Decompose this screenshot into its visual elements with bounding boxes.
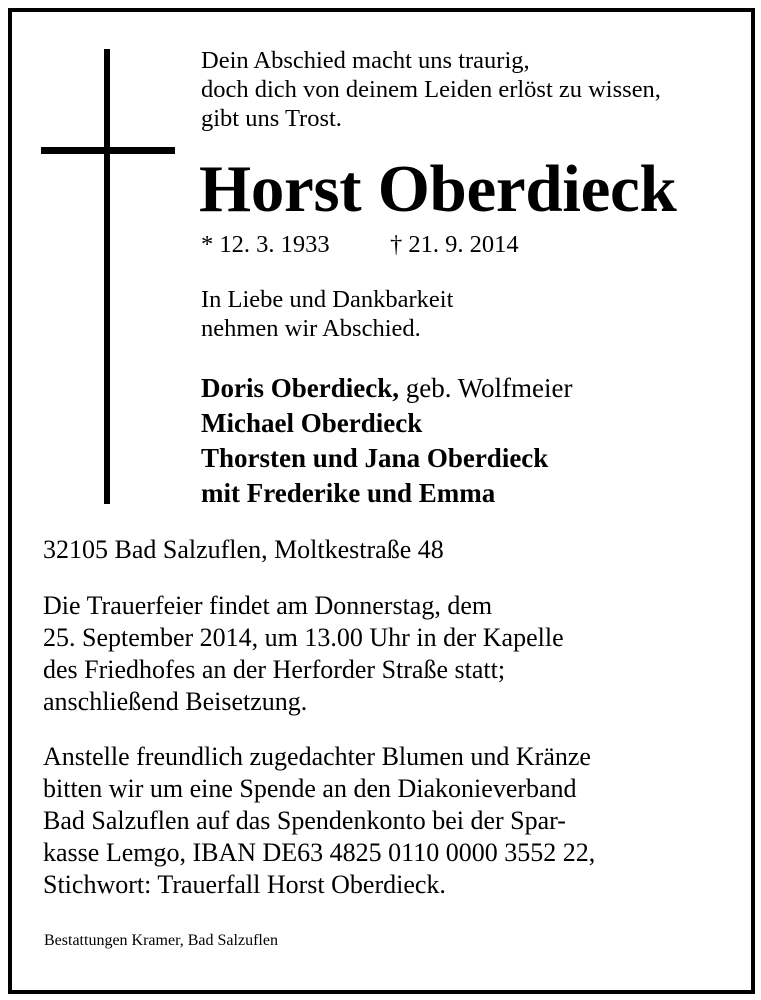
undertaker-credit: Bestattungen Kramer, Bad Salzuflen bbox=[44, 932, 278, 949]
verse bbox=[201, 46, 661, 133]
mourners-list bbox=[201, 371, 573, 511]
donation-info bbox=[43, 741, 595, 901]
mourner-line: Thorsten und Jana Oberdieck bbox=[201, 443, 549, 473]
cross-horizontal-bar bbox=[41, 147, 175, 154]
farewell-text bbox=[201, 285, 453, 343]
donation-line: Anstelle freundlich zugedachter Blumen und Kränze bbox=[43, 742, 591, 771]
funeral-line: des Friedhofes an der Herforder Straße statt; bbox=[43, 655, 506, 684]
death-date: † 21. 9. 2014 bbox=[390, 231, 519, 258]
mourner-line: mit Frederike und Emma bbox=[201, 478, 496, 508]
funeral-info bbox=[43, 590, 564, 718]
donation-line: Bad Salzuflen auf das Spendenkonto bei der Spar- bbox=[43, 806, 566, 835]
address: 32105 Bad Salzuflen, Moltkestraße 48 bbox=[43, 535, 444, 564]
funeral-line: Die Trauerfeier findet am Donnerstag, dem bbox=[43, 591, 493, 620]
farewell-line: In Liebe und Dankbarkeit bbox=[201, 286, 454, 313]
mourner-name: Doris Oberdieck, bbox=[201, 373, 399, 403]
donation-line: bitten wir um eine Spende an den Diakonieverband bbox=[43, 774, 577, 803]
donation-line: Stichwort: Trauerfall Horst Oberdieck. bbox=[43, 870, 446, 899]
birth-date: * 12. 3. 1933 bbox=[201, 231, 330, 258]
verse-line: gibt uns Trost. bbox=[201, 105, 342, 132]
verse-line: doch dich von deinem Leiden erlöst zu wissen, bbox=[201, 76, 661, 103]
mourner-maiden-name: geb. Wolfmeier bbox=[398, 373, 573, 403]
deceased-name: Horst Oberdieck bbox=[199, 152, 677, 226]
mourner-line: Michael Oberdieck bbox=[201, 408, 423, 438]
funeral-line: 25. September 2014, um 13.00 Uhr in der Kapelle bbox=[43, 623, 564, 652]
funeral-line: anschließend Beisetzung. bbox=[43, 687, 308, 716]
life-dates bbox=[201, 230, 519, 259]
cross-vertical-bar bbox=[104, 49, 110, 504]
verse-line: Dein Abschied macht uns traurig, bbox=[201, 47, 530, 74]
farewell-line: nehmen wir Abschied. bbox=[201, 315, 421, 342]
donation-line: kasse Lemgo, IBAN DE63 4825 0110 0000 3552 22, bbox=[43, 838, 596, 867]
mourner-line bbox=[201, 371, 573, 406]
